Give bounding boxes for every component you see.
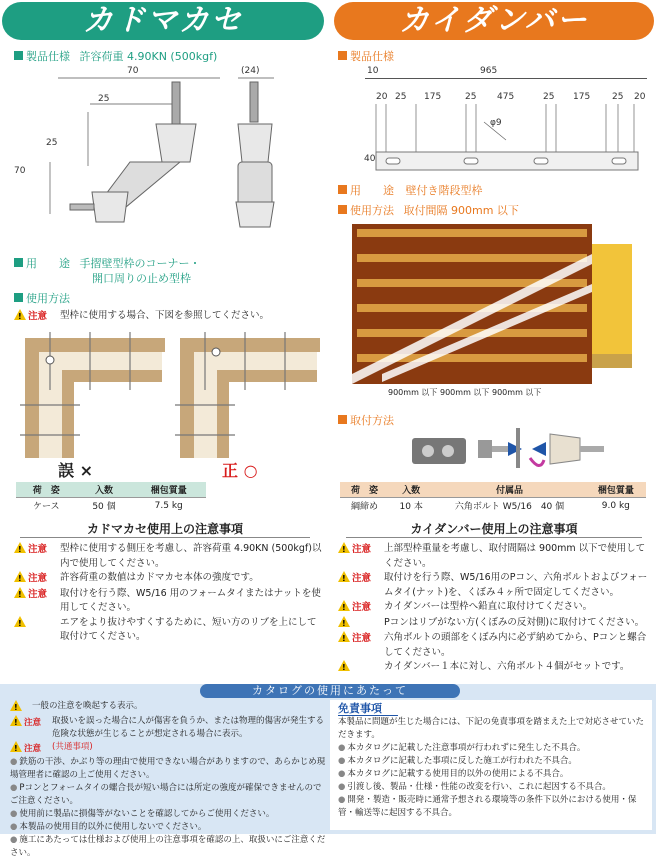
list-item: ● 本製品の使用目的以外に使用しないでください。: [10, 821, 326, 834]
left-spec-heading: 製品仕様 許容荷重 4.90KN (500kgf): [14, 50, 217, 64]
list-item: ● 開発・製造・販売時に通常予想される環境等の条件下以外における使用・保管・輸送等に起因する不具合。: [338, 794, 644, 820]
dim-25-vertical: 25: [46, 138, 58, 148]
square-marker-icon: [14, 51, 23, 60]
square-marker-icon: [14, 293, 23, 302]
kaidanbar-title: カイダンバー: [334, 2, 654, 40]
warning-icon: [14, 542, 26, 553]
dim-20: 20: [634, 92, 646, 102]
kaidanbar-package-table: [340, 482, 646, 513]
right-spec-heading: 製品仕様: [338, 50, 394, 64]
spacing-label: 900mm 以下: [492, 388, 542, 397]
right-method-text: 取付間隔 900mm 以下: [403, 204, 519, 217]
list-item: ● 使用前に製品に損傷等がないことを確認してからご使用ください。: [10, 808, 326, 821]
dim-70-top: 70: [127, 66, 139, 76]
warning-icon: [14, 616, 26, 627]
dim-25: 25: [612, 92, 624, 102]
dim-965: 965: [480, 66, 498, 76]
general-notes: ! 一般の注意を喚起する表示。 !注意 取扱いを誤った場合に人が傷害を負うか、または物理的傷害が発生する危険な状態が生じることが想定される場合に表示。 !注意 (共通事項) ● 鉄筋の干渉、かぶり等の理由で使用できない場合がありますので、あらかじめ現場管理者に確認の上ご使用ください。 ● Pコンとフォームタイの螺合長が短い場合には所定の強度が確保できませんのでご注意ください。 ● 使用前に製品に損傷等がないことを確認してからご使用ください。 ● 本製品の使用目的以外に使用しないでください。 ● 施工にあたっては仕様および使用上の注意事項を確認の上、取扱いにご注意ください。: [10, 700, 326, 860]
list-item: ● 本カタログに記載した注意事項が行われずに発生した不具合。: [338, 742, 644, 755]
table-header: 荷 姿: [340, 482, 389, 498]
table-header: 梱包質量: [586, 482, 646, 498]
right-use-text: 壁付き階段型枠: [405, 184, 483, 197]
dim-25-horizontal: 25: [98, 94, 110, 104]
warning-icon: [338, 571, 350, 582]
list-item: ● 本カタログに記載する使用目的以外の使用による不具合。: [338, 768, 644, 781]
dim-40: 40: [364, 154, 376, 164]
left-method-note: !注意 型枠に使用する場合、下図を参照してください。: [14, 309, 269, 325]
warning-icon: [14, 587, 26, 598]
disclaimer-content: [338, 702, 644, 820]
list-item: ● 本カタログに記載した事項に反した施工が行われた不具合。: [338, 755, 644, 768]
square-marker-icon: [338, 51, 347, 60]
square-marker-icon: [338, 205, 347, 214]
spacing-label: 900mm 以下: [388, 388, 438, 397]
table-row: 綱締め 10 本 六角ボルト W5/16 40 個 9.0 kg: [340, 498, 646, 514]
list-item: ● 施工にあたっては仕様および使用上の注意事項を確認の上、取扱いにご注意ください。: [10, 834, 326, 860]
dim-line: [365, 78, 647, 79]
list-item: ● 鉄筋の干渉、かぶり等の理由で使用できない場合がありますので、あらかじめ現場管理者に確認の上ご使用ください。: [10, 756, 326, 782]
install-diagram: [410, 420, 620, 474]
disclaimer-title: 免責事項: [338, 702, 398, 716]
warning-icon: [14, 309, 26, 320]
dim-175: 175: [573, 92, 591, 102]
spacing-label: 900mm 以下: [440, 388, 490, 397]
kaidanbar-notes: !注意 上部型枠重量を考慮し、取付間隔は 900mm 以下で使用してください。 !注意 取付けを行う際、W5/16用のPコン、六角ボルトおよびフォームタイ(ナット)を、くぼみ４ヶ所で固定してください。 !注意 カイダンバーは型枠へ鉛直に取付けてください。 ! Pコンはリブがない方(くぼみの反対側)に取付けてください。 !注意 六角ボルトの頭部をくぼみ内に必ず納めてから、Pコンと螺合してください。 ! カイダンバー１本に対し、六角ボルト４個がセットです。: [338, 542, 652, 676]
dim-70-vertical: 70: [14, 166, 26, 176]
left-use-text-2: 開口周りの止め型枠: [92, 272, 191, 285]
table-header: 付属品: [433, 482, 585, 498]
catalog-usage-title: カタログの使用にあたって: [200, 684, 460, 698]
warning-icon: [338, 542, 350, 553]
left-use-text-1: 手摺壁型枠のコーナー・: [79, 257, 201, 270]
dim-phi9: φ9: [490, 118, 502, 128]
square-marker-icon: [14, 258, 23, 267]
table-header: 入数: [389, 482, 433, 498]
warning-icon: [10, 715, 22, 726]
kaidanbar-caution-title: カイダンバー使用上の注意事項: [346, 520, 642, 538]
dim-24: (24): [241, 66, 260, 76]
table-header: 荷 姿: [16, 482, 77, 498]
right-method-section: 使用方法 取付間隔 900mm 以下: [338, 204, 519, 218]
wrong-example-label: 誤 ×: [58, 461, 93, 480]
warning-icon: [338, 660, 350, 671]
dim-20: 20: [376, 92, 388, 102]
formwork-corner-illustrations: [20, 330, 320, 460]
table-row: ケース 50 個 7.5 kg: [16, 498, 206, 514]
warning-icon: [10, 741, 22, 752]
list-item: ● 引渡し後、製品・仕様・性能の改変を行い、これに起因する不具合。: [338, 781, 644, 794]
kadomakase-caution-title: カドマカセ使用上の注意事項: [20, 520, 310, 538]
left-use-section: 用 途 手摺壁型枠のコーナー・: [14, 257, 201, 271]
stair-formwork-illustration: [352, 224, 646, 404]
allowable-load: 許容荷重 4.90KN (500kgf): [79, 50, 218, 63]
dim-175: 175: [424, 92, 442, 102]
warning-icon: [338, 631, 350, 642]
kadomakase-title: カドマカセ: [2, 2, 324, 40]
square-marker-icon: [338, 185, 347, 194]
dim-25: 25: [543, 92, 555, 102]
dim-25: 25: [465, 92, 477, 102]
kaidanbar-drawing: [356, 100, 650, 180]
warning-icon: [14, 571, 26, 582]
table-header: 梱包質量: [131, 482, 206, 498]
dim-25: 25: [395, 92, 407, 102]
disclaimer-intro: 本製品に問題が生じた場合には、下記の免責事項を踏まえた上で対応させていただきます。: [338, 717, 645, 740]
kadomakase-package-table: [16, 482, 206, 513]
warning-icon: [338, 616, 350, 627]
square-marker-icon: [338, 415, 347, 424]
kadomakase-drawing: [10, 62, 310, 237]
warning-icon: [338, 600, 350, 611]
dim-475: 475: [497, 92, 515, 102]
kadomakase-notes: !注意 型枠に使用する側圧を考慮し、許容荷重 4.90KN (500kgf)以内で使用してください。 !注意 許容荷重の数値はカドマカセ本体の強度です。 !注意 取付けを行う際、W5/16 用のフォームタイまたはナットを使用してください。 ! エアをより抜けやすくするために、短い方のリブを上にして取付けてください。: [14, 542, 322, 645]
left-method-heading: 使用方法: [14, 292, 70, 306]
right-use-section: 用 途 壁付き階段型枠: [338, 184, 483, 198]
dim-10: 10: [367, 66, 379, 76]
table-header: 入数: [77, 482, 132, 498]
list-item: ● Pコンとフォームタイの螺合長が短い場合には所定の強度が確保できませんのでご注意ください。: [10, 782, 326, 808]
right-install-heading: 取付方法: [338, 414, 394, 428]
warning-icon: [10, 700, 22, 711]
correct-example-label: 正 ○: [222, 461, 258, 480]
